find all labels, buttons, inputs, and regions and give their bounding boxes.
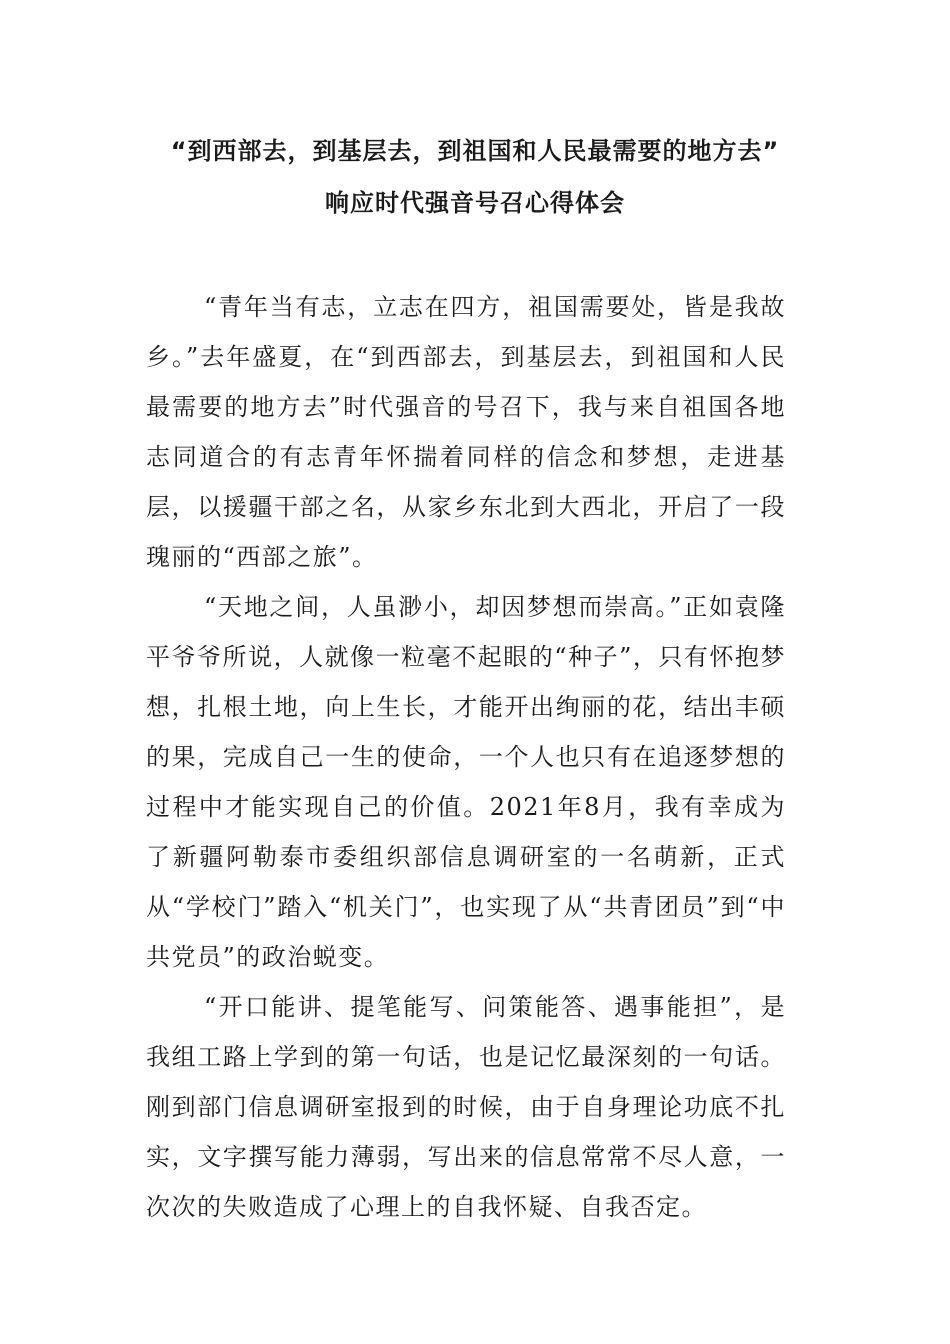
document-title-line-1: “到西部去，到基层去，到祖国和人民最需要的地方去” [170, 137, 780, 165]
paragraph-1: “青年当有志，立志在四方，祖国需要处，皆是我故乡。”去年盛夏，在“到西部去，到基层去，到祖国和人民最需要的地方去”时代强音的号召下，我与来自祖国各地志同道合的有志青年怀揣着同样的信念和梦想，走进基层，以援疆干部之名，从家乡东北到大西北，开启了一段瑰丽的“西部之旅”。 [146, 293, 786, 571]
document-body [146, 282, 786, 1232]
document-title-line-2: 响应时代强音号召心得体会 [325, 189, 625, 217]
paragraph-3: “开口能讲、提笔能写、问策能答、遇事能担”，是我组工路上学到的第一句话，也是记忆最深刻的一句话。刚到部门信息调研室报到的时候，由于自身理论功底不扎实，文字撰写能力薄弱，写出来的信息常常不尽人意，一次次的失败造成了心理上的自我怀疑、自我否定。 [146, 993, 786, 1221]
paragraph-2: “天地之间，人虽渺小，却因梦想而崇高。”正如袁隆平爷爷所说，人就像一粒毫不起眼的“种子”，只有怀抱梦想，扎根土地，向上生长，才能开出绚丽的花，结出丰硕的果，完成自己一生的使命，一个人也只有在追逐梦想的过程中才能实现自己的价值。2021年8月，我有幸成为了新疆阿勒泰市委组织部信息调研室的一名萌新，正式从“学校门”踏入“机关门”，也实现了从“共青团员”到“中共党员”的政治蜕变。 [146, 593, 786, 971]
